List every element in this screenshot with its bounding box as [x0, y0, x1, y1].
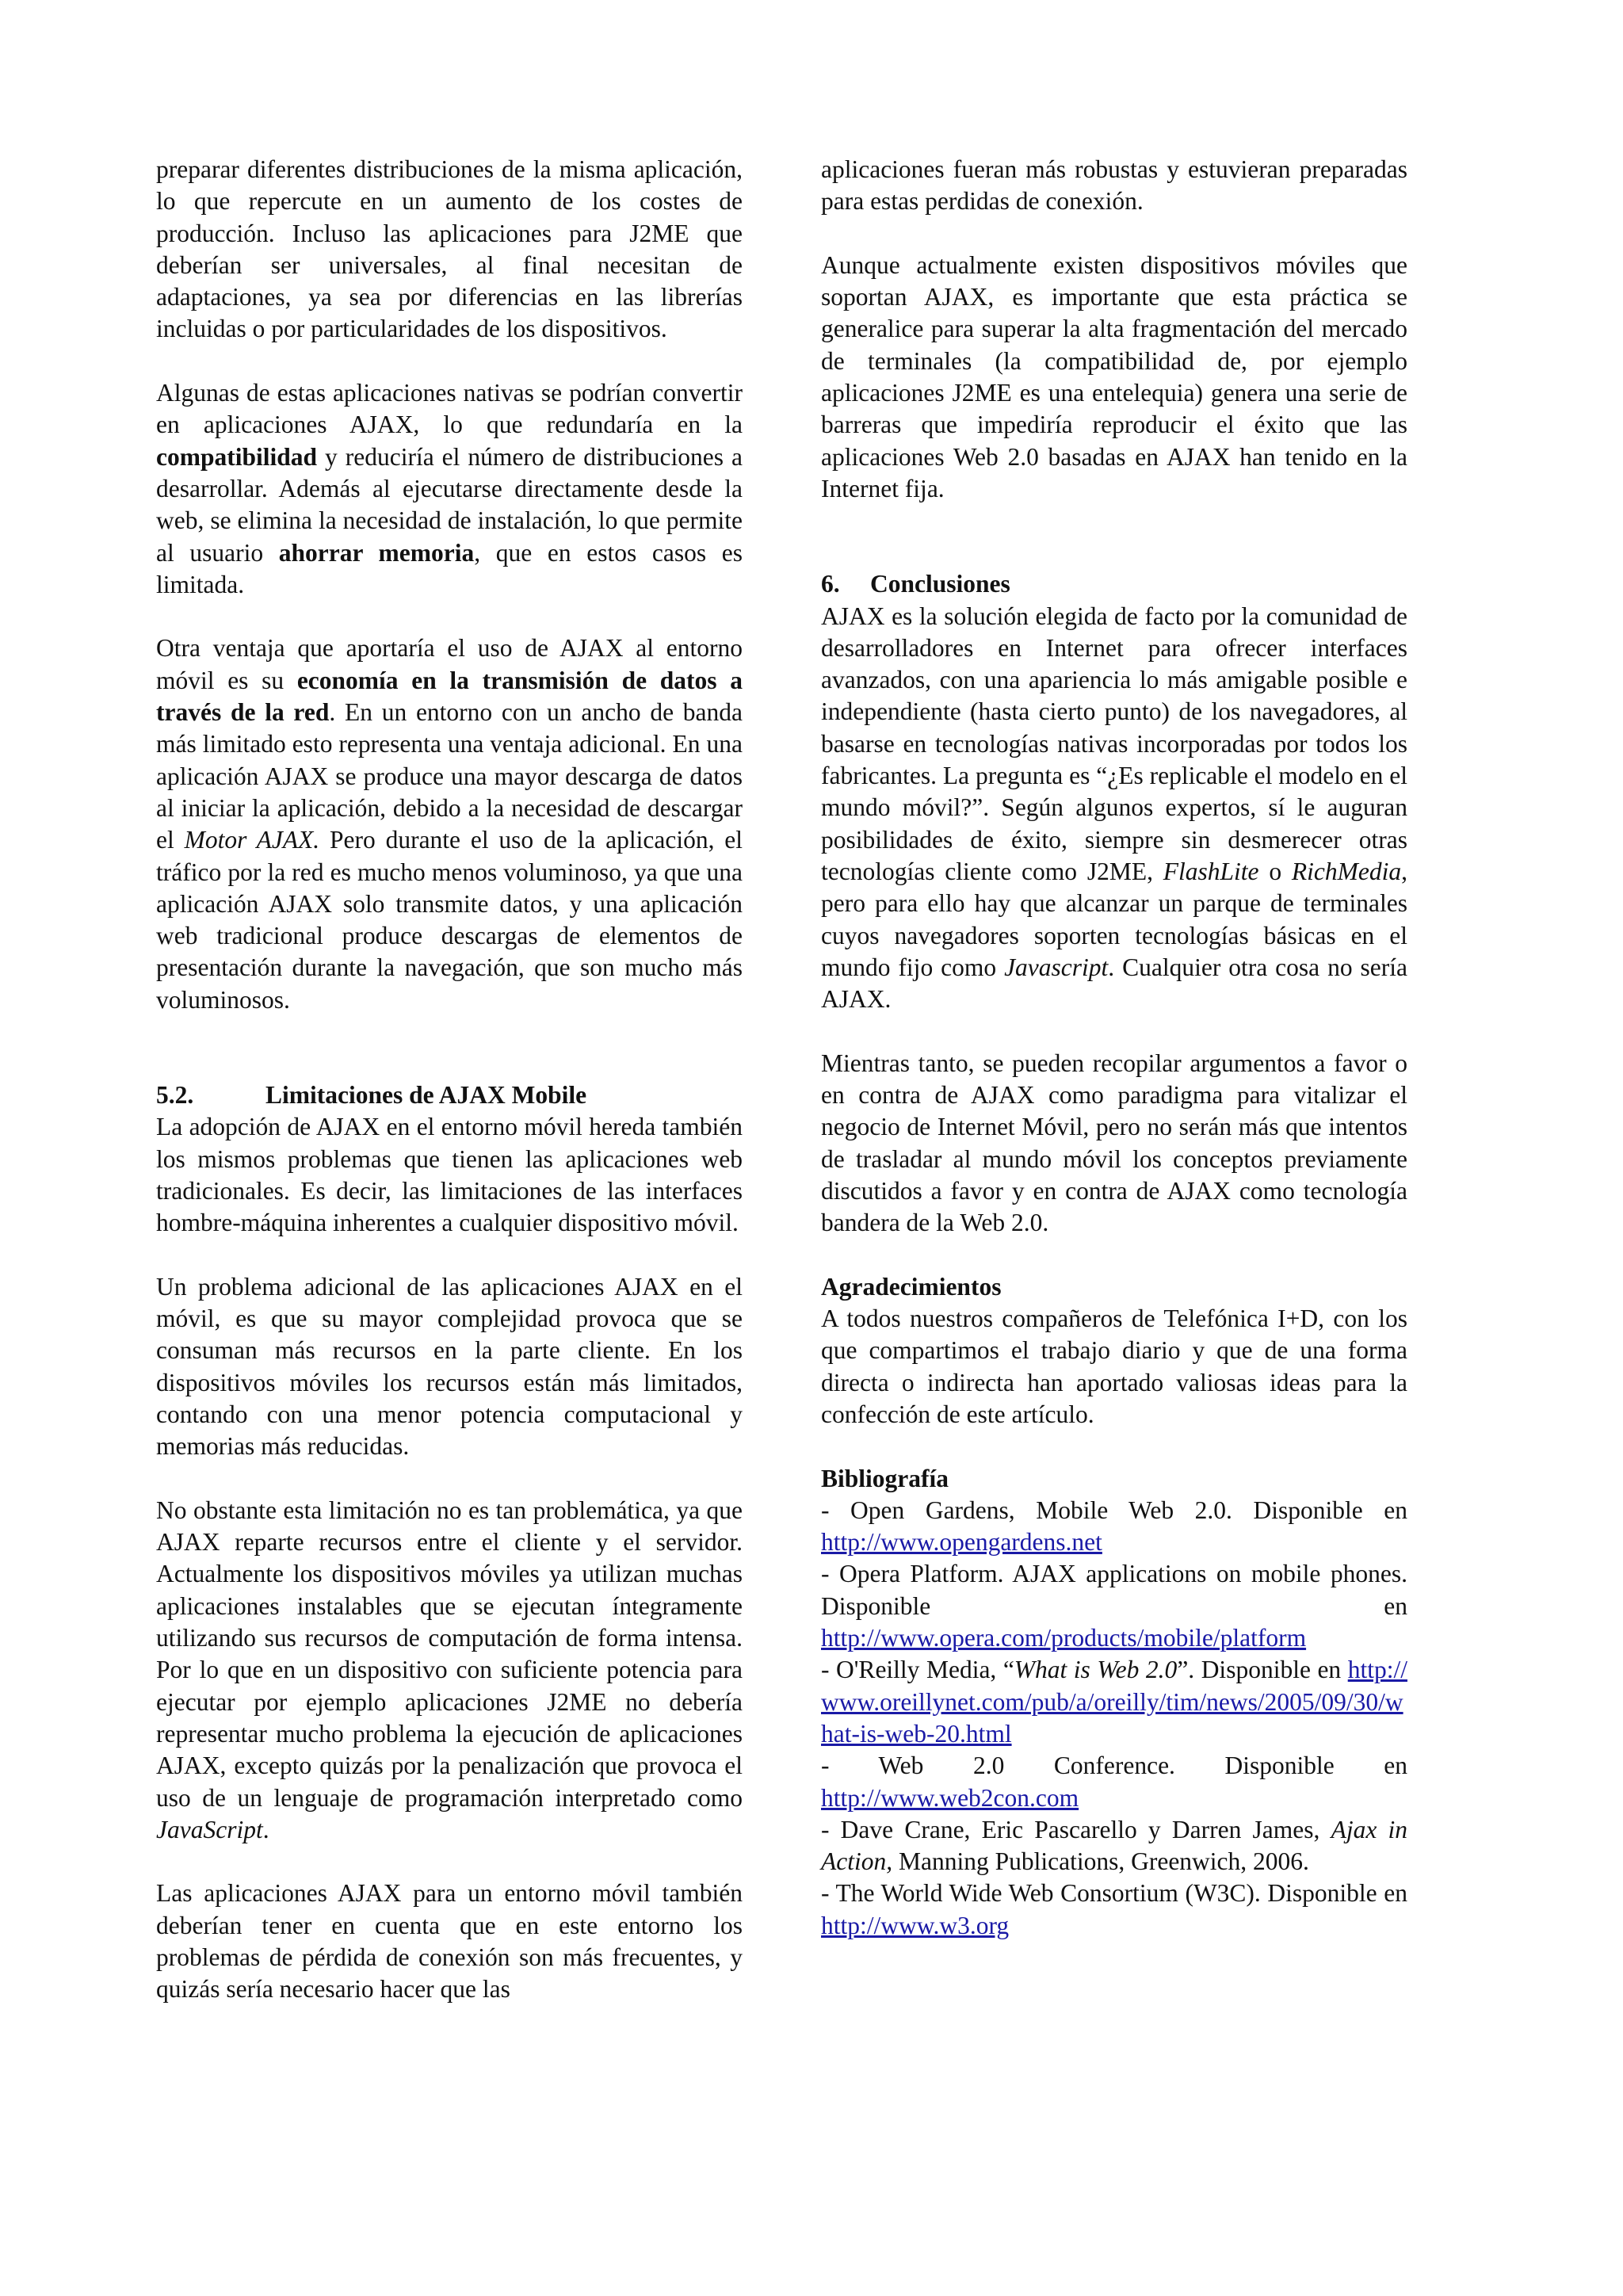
- bib-entry: - Opera Platform. AJAX applications on mobile phones. Disponible en http://www.opera.com/products/mobile/platform: [821, 1560, 1407, 1652]
- bib-entry: - O'Reilly Media, “What is Web 2.0”. Disponible en http://www.oreillynet.com/pub/a/oreilly/tim/news/2005/09/30/what-is-web-20.html: [821, 1656, 1407, 1748]
- italic-term: Ajax in Action,: [821, 1815, 1408, 1876]
- bib-entry: - Dave Crane, Eric Pascarello y Darren James, Ajax in Action, Manning Publications, Greenwich, 2006.: [821, 1815, 1408, 1876]
- section-title: Conclusiones: [870, 570, 1010, 598]
- section-title: Limitaciones de AJAX Mobile: [265, 1081, 587, 1110]
- section-heading: [156, 1079, 743, 1111]
- bib-link[interactable]: http://www.w3.org: [821, 1911, 1010, 1939]
- bib-heading: Bibliografía: [821, 1464, 949, 1492]
- left-column: [156, 154, 743, 2006]
- italic-term: JavaScript: [156, 1815, 263, 1843]
- bib-entry: - Open Gardens, Mobile Web 2.0. Disponible en http://www.opengardens.net: [821, 1496, 1407, 1557]
- paragraph: Las aplicaciones AJAX para un entorno móvil también deberían tener en cuenta que en este entorno los problemas de pérdida de conexión son más frecuentes, y quizás sería necesario hacer que las: [156, 1879, 743, 2004]
- bibliography: [821, 1495, 1407, 1942]
- italic-term: Javascript: [1004, 953, 1109, 981]
- paragraph: preparar diferentes distribuciones de la misma aplicación, lo que repercute en un aumento de los costes de producción. Incluso las aplicaciones para J2ME que deberían ser universales, al final necesitan de adaptaciones, ya sea por diferencias en las librerías incluidas o por particularidades de los dispositivos.: [156, 155, 743, 343]
- italic-term: Motor AJAX.: [184, 826, 320, 854]
- italic-term: FlashLite: [1163, 857, 1259, 885]
- paragraph: AJAX es la solución elegida de facto por la comunidad de desarrolladores en Internet para ofrecer interfaces avanzados, con una apariencia lo más amigable posible e independiente (hasta cierto punto) de los navegadores, al basarse en tecnologías nativas incorporadas por todos los fabricantes. La pregunta es “¿Es replicable el modelo en el mundo móvil?”. Según algunos expertos, sí le auguran posibilidades de éxito, siempre sin desmerecer otras tecnologías cliente como J2ME, FlashLite o RichMedia, pero para ello hay que alcanzar un parque de terminales cuyos navegadores soporten tecnologías básicas en el mundo fijo como Javascript. Cualquier otra cosa no sería AJAX.: [821, 602, 1407, 1014]
- italic-term: RichMedia: [1291, 857, 1402, 885]
- bold-term: compatibilidad: [156, 442, 318, 471]
- bib-link[interactable]: http://www.opera.com/products/mobile/platform: [821, 1624, 1307, 1652]
- ack-heading: Agradecimientos: [821, 1272, 1002, 1301]
- italic-term: What is Web 2.0: [1014, 1656, 1178, 1684]
- section-number: 6.: [821, 570, 840, 598]
- section-number: 5.2.: [156, 1081, 194, 1110]
- paragraph: Otra ventaja que aportaría el uso de AJAX al entorno móvil es su economía en la transmisión de datos a través de la red. En un entorno con un ancho de banda más limitado esto representa una ventaja adicional. En una aplicación AJAX se produce una mayor descarga de datos al iniciar la aplicación, debido a la necesidad de descargar el Motor AJAX. Pero durante el uso de la aplicación, el tráfico por la red es mucho menos voluminoso, ya que una aplicación AJAX solo transmite datos, y una aplicación web tradicional produce descargas de elementos de presentación durante la navegación, que son mucho más voluminosos.: [156, 634, 743, 1014]
- bib-link[interactable]: http://www.web2con.com: [821, 1783, 1079, 1812]
- bib-entry: - Web 2.0 Conference. Disponible en http://www.web2con.com: [821, 1752, 1407, 1812]
- paragraph: No obstante esta limitación no es tan problemática, ya que AJAX reparte recursos entre el cliente y el servidor. Actualmente los dispositivos móviles ya utilizan muchas aplicaciones instalables que se ejecutan íntegramente utilizando sus recursos de computación de forma intensa. Por lo que en un dispositivo con suficiente potencia para ejecutar por ejemplo aplicaciones J2ME no debería representar mucho problema la ejecución de aplicaciones AJAX, excepto quizás por la penalización que provoca el uso de un lenguaje de programación interpretado como JavaScript.: [156, 1496, 743, 1843]
- paragraph: La adopción de AJAX en el entorno móvil hereda también los mismos problemas que tienen las aplicaciones web tradicionales. Es decir, las limitaciones de las interfaces hombre-máquina inherentes a cualquier dispositivo móvil.: [156, 1113, 743, 1237]
- section-heading: [821, 568, 1407, 600]
- paragraph: Mientras tanto, se pueden recopilar argumentos a favor o en contra de AJAX como paradigma para vitalizar el negocio de Internet Móvil, pero no serán más que intentos de trasladar al mundo móvil los conceptos previamente discutidos a favor y en contra de AJAX como tecnología bandera de la Web 2.0.: [821, 1049, 1407, 1237]
- paragraph: aplicaciones fueran más robustas y estuvieran preparadas para estas perdidas de conexión.: [821, 155, 1407, 216]
- right-column: [821, 154, 1407, 1942]
- paragraph: Un problema adicional de las aplicaciones AJAX en el móvil, es que su mayor complejidad provoca que se consuman más recursos en la parte cliente. En los dispositivos móviles los recursos están más limitados, contando con una menor potencia computacional y memorias más reducidas.: [156, 1272, 743, 1461]
- bold-term: economía en la transmisión de datos a través de la red: [156, 666, 743, 727]
- ack-paragraph: A todos nuestros compañeros de Telefónica I+D, con los que compartimos el trabajo diario y que de una forma directa o indirecta han aportado valiosas ideas para la confección de este artículo.: [821, 1305, 1407, 1428]
- bib-link[interactable]: http://www.opengardens.net: [821, 1528, 1102, 1557]
- paragraph: Aunque actualmente existen dispositivos móviles que soportan AJAX, es importante que esta práctica se generalice para superar la alta fragmentación del mercado de terminales (la compatibilidad de, por ejemplo aplicaciones J2ME es una entelequia) genera una serie de barreras que impediría reproducir el éxito que las aplicaciones Web 2.0 basadas en AJAX han tenido en la Internet fija.: [821, 250, 1407, 502]
- bold-term: ahorrar memoria: [278, 538, 475, 567]
- bib-link[interactable]: http://www.oreillynet.com/pub/a/oreilly/tim/news/2005/09/30/what-is-web-20.html: [821, 1656, 1407, 1748]
- bib-entry: - The World Wide Web Consortium (W3C). Disponible en http://www.w3.org: [821, 1879, 1407, 1939]
- paragraph: Algunas de estas aplicaciones nativas se podrían convertir en aplicaciones AJAX, lo que redundaría en la compatibilidad y reduciría el número de distribuciones a desarrollar. Además al ejecutarse directamente desde la web, se elimina la necesidad de instalación, lo que permite al usuario ahorrar memoria, que en estos casos es limitada.: [156, 379, 743, 598]
